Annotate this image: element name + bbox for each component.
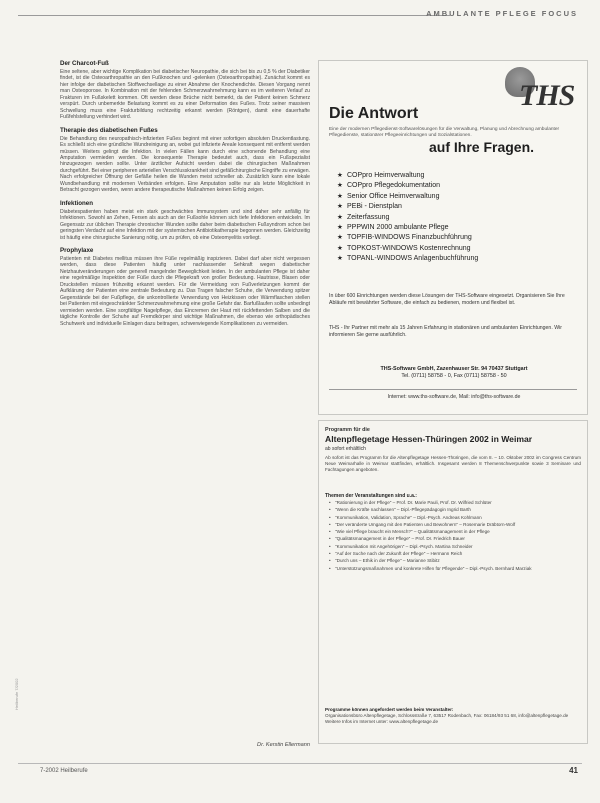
company-name: THS-Software GmbH, Zazenhauser Str. 94 70437 Stuttgart [380,366,528,372]
ths-advertisement [318,60,588,415]
side-note: Heilberufe 7/2002 [14,678,19,710]
star-icon: ★ [337,203,343,211]
list-item: • "Durch uns – Ethik in der Pflege" – Marianne Stibitz [329,558,579,564]
star-icon: ★ [337,192,343,200]
star-icon: ★ [337,244,343,252]
ths-logo-text: THS [519,79,575,112]
list-item: ★ PPPWIN 2000 ambulante Pflege [337,223,577,233]
page-number: 41 [569,766,578,775]
star-icon: ★ [337,172,343,179]
list-item: • "Unterstützungsmaßnahmen und konkrete Hilfen für Pflegende" – Dipl.-Psych. Bernhard Marziak [329,566,579,572]
program-label: Programm für die [325,427,370,433]
header-rule [18,15,450,16]
program-footer-title: Programme können angefordert werden beim Veranstalter: [325,707,454,712]
list-item: ★ TOPANL-WINDOWS Anlagenbuchführung [337,254,577,264]
article-section-charcot [60,60,310,121]
list-item: • "Kommunikation mit Angehörigen" – Dipl.-Psych. Martina Schneider [329,544,579,550]
program-box [318,420,588,744]
company-address [329,366,579,380]
ad-intro: Eine der modernen Pflegedienst-Softwarelösungen für die Verwaltung, Planung und Abrechnung ambulanter Pflegedienste, stationärer Pflegeeinrichtungen und Sozialstationen. [329,127,560,139]
list-item: ★ TOPKOST-WINDOWS Kostenrechnung [337,244,577,254]
list-item: • "Kommunikation, Validation, Sprache" – Dipl.-Psych. Andreas Kohlmann [329,515,579,521]
ad-headline: Die Antwort [329,105,419,122]
article-column [60,60,310,333]
section-heading: Prophylaxe [60,246,94,254]
company-web[interactable]: Internet: www.ths-software.de, Mail: info@ths-software.de [387,394,521,400]
section-text: Die Behandlung des neuropathisch-infizierten Fußes beginnt mit einer sofortigen absoluten Druckentlastung. Es schließt sich eine gründliche Wundreinigung an, wobei gut infizierte Areale konsequent mit entfernt werden müssen. Weiters gelingt die Infektion. In vielen Fällen kann durch eine schonende Behandlung eine Amputation vermieden werden. Die konsequente Therapie bedeutet auch, dass ein Fußspezialist hinzugezogen werden sollte. Unter ärztlicher Aufsicht werden dabei die chirurgischen Maßnahmen durchgeführt. Bei einer peripheren arteriellen Verschlusskrankheit sind gefäßchirurgische Eingriffe zu erwägen. Nach erfolgreicher Öffnung der Gefäße heilen die Wunden meist schneller ab. Zusätzlich kann eine lokale Wundbehandlung mit modernen Verbänden erfolgen. Eine Amputation sollte nur als letzte Möglichkeit in Betracht gezogen werden, wenn andere therapeutische Maßnahmen keinen Erfolg zeigen. [60,135,310,194]
star-icon: ★ [337,234,343,242]
list-item: ★ TOPFIB-WINDOWS Finanzbuchführung [337,233,577,243]
divider [329,389,577,390]
section-heading: Infektionen [60,199,94,207]
ad-partner-text: THS - Ihr Partner mit mehr als 15 Jahren Erfahrung in stationären und ambulanten Einrichtungen. Wir informieren Sie gerne ausführlich. [329,325,562,338]
program-footer [325,707,581,725]
section-text: Patienten mit Diabetes mellitus müssen ihre Füße regelmäßig inspizieren. Dabei darf aber nicht vergessen werden, dass diese Patienten häufig unter nachlassender Sehkraft wegen diabetischer Netzhautveränderungen oder generell mangelnder Beweglichkeit leiden. In der ambulanten Pflege ist daher eine regelmäßige Inspektion der Füße durch die Pflegekraft von großer Bedeutung. Hautrisse, Blasen oder Druckstellen müssen frühzeitig erkannt werden. Für die Vermeidung von Fußverletzungen kommt der Aufklärung der Patienten eine zentrale Bedeutung zu. Das Tragen falscher Schuhe, die Verwendung spitzer Gegenstände bei der Fußpflege, die unkontrollierte Verwendung von Heizkissen oder Wärmflaschen stellen bei Patienten mit eingeschränkter Schmerzwahrnehmung eine große Gefahr dar. Barfußlaufen sollte unbedingt vermieden werden. Eine sorgfältige Nagelpflege, das Eincremen der Haut mit rückfettenden Salben und die tägliche Kontrolle der Schuhe auf Fremdkörper sind wichtige Maßnahmen, die ebenso wie orthopädisches Schuhwerk und individuelle Einlagen dazu beitragen, schwerwiegende Komplikationen zu vermeiden. [60,255,310,327]
program-subtitle: ab sofort erhältlich [325,446,366,452]
ad-headline-2: auf Ihre Fragen. [429,139,535,155]
list-item: • "Der veränderte Umgang mit den Patienten und Bewohnern" – Rosemarie Dräbtorn-Wolf [329,522,579,528]
star-icon: ★ [337,213,343,221]
ad-body-text: In über 600 Einrichtungen werden diese Lösungen der THS-Software eingesetzt. Organisieren Sie Ihre Abläufe mit bewährter Software, die einfach zu bedienen, modern und flexibel ist. [329,293,565,306]
star-icon: ★ [337,182,343,190]
list-item: ★ Zeiterfassung [337,213,577,223]
section-text: Eine seltene, aber wichtige Komplikation bei diabetischer Neuropathie, die sich bei bis zu 0,5 % der Diabetiker findet, ist die Osteoarthropathie an den Fußknochen und -gelenken (Osteoarthropathie). Zunächst kommt es hier infolge der diabetischen Stoffwechsellage zu einer Abnahme der Knochendichte. Diesen Vorgang nennt man Osteoporose. In Kombination mit der fehlenden Schmerzwahrnehmung kann es im weiteren Verlauf zu Frakturen im Fußskelett kommen. Oft werden diese Brüche nicht bemerkt, da der Patient keinen Schmerz verspürt. Durch unbemerkte Belastung kommt es zu einer Deformation des Fußes. Trotz seiner massiven Schwellung muss eine Frakturbildung rechtzeitig erkannt werden (Röntgen), damit eine dauerhafte Fußfehlstellung verhindert wird. [60,69,310,121]
article-section-prophylaxis [60,247,310,327]
company-contact: Tel. (0711) 58758 - 0, Fax (0711) 58758 - 50 [401,373,507,379]
star-icon: ★ [337,255,343,263]
star-icon: ★ [337,224,343,232]
program-body: Ab sofort ist das Programm für die Altenpflegetage Hessen-Thüringen, die vom 8. – 10. Oktober 2002 im Congress Centrum Neue Weimarhalle in Weimar stattfinden, erhältlich. Insgesamt werden 8 Themenschwerpunkte sowie 3 Seminare und Fachtagungen angeboten. [325,455,581,473]
article-author: Dr. Kerstin Ellermann [257,742,310,748]
program-footer-web[interactable]: Weitere Infos im Internet unter: www.altenpflegetage.de [325,719,439,725]
footer-issue: 7-2002 Heilberufe [40,768,88,774]
list-item: ★ COPpro Pflegedokumentation [337,181,577,191]
list-item: • "Qualitätsmanagement in der Pflege" – Prof. Dr. Friedrich Bauer [329,536,579,542]
article-section-therapy [60,127,310,194]
footer-rule [18,763,582,764]
list-item: ★ Senior Office Heimverwaltung [337,192,577,202]
section-heading: Therapie des diabetischen Fußes [60,126,158,134]
section-title: AMBULANTE PFLEGE FOCUS [426,9,578,18]
program-topics-list [329,500,579,573]
section-heading: Der Charcot-Fuß [60,60,109,67]
product-list [337,171,577,265]
program-title: Altenpflegetage Hessen-Thüringen 2002 in Weimar [325,434,533,444]
program-footer-text: Organisationsbüro Altenpflegetage, Schlossstraße 7, 63517 Rodenbach, Fax: 06184/93 51 68, info@altenpflegetage.de [325,713,569,719]
article-section-infections [60,200,310,241]
list-item: ★ COPpro Heimverwaltung [337,171,577,181]
list-item: • "Wie viel Pflege braucht ein Mensch?" – Qualitätsmanagement in der Pflege [329,529,579,535]
list-item: • "Wenn die Kräfte nachlassen" – Dipl.-Pflegepädagogin Ingrid Barth [329,507,579,513]
program-topics-title: Themen der Veranstaltungen sind u.a.: [325,493,417,499]
list-item: ★ PEBi - Dienstplan [337,202,577,212]
section-text: Diabetespatienten haben meist ein stark geschwächtes Immunsystem und sind daher sehr anfällig für Infektionen. Sowohl an Zehen, Fersen als auch an der Fußsohle können sich tiefe Infektionen entwickeln. Im Gegensatz zur üblichen Therapie chronischer Wunden sollte daher beim diabetischen Fußsyndrom schon bei geringsten Verdacht auf eine Infektion mit der systemischen Antibiotikatherapie begonnen werden. Gleichzeitig ist häufig eine chirurgische Sanierung nötig, um zu prüfen, ob eine Osteomyelitis vorliegt. [60,208,310,241]
list-item: • "Rationierung in der Pflege" – Prof. Dr. Marie Pauli, Prof. Dr. Wilfried Schlüter [329,500,579,506]
page-header [0,8,600,22]
list-item: • "Auf der Suche nach der Zukunft der Pflege" – Hermann Reich [329,551,579,557]
ths-logo [505,67,581,115]
